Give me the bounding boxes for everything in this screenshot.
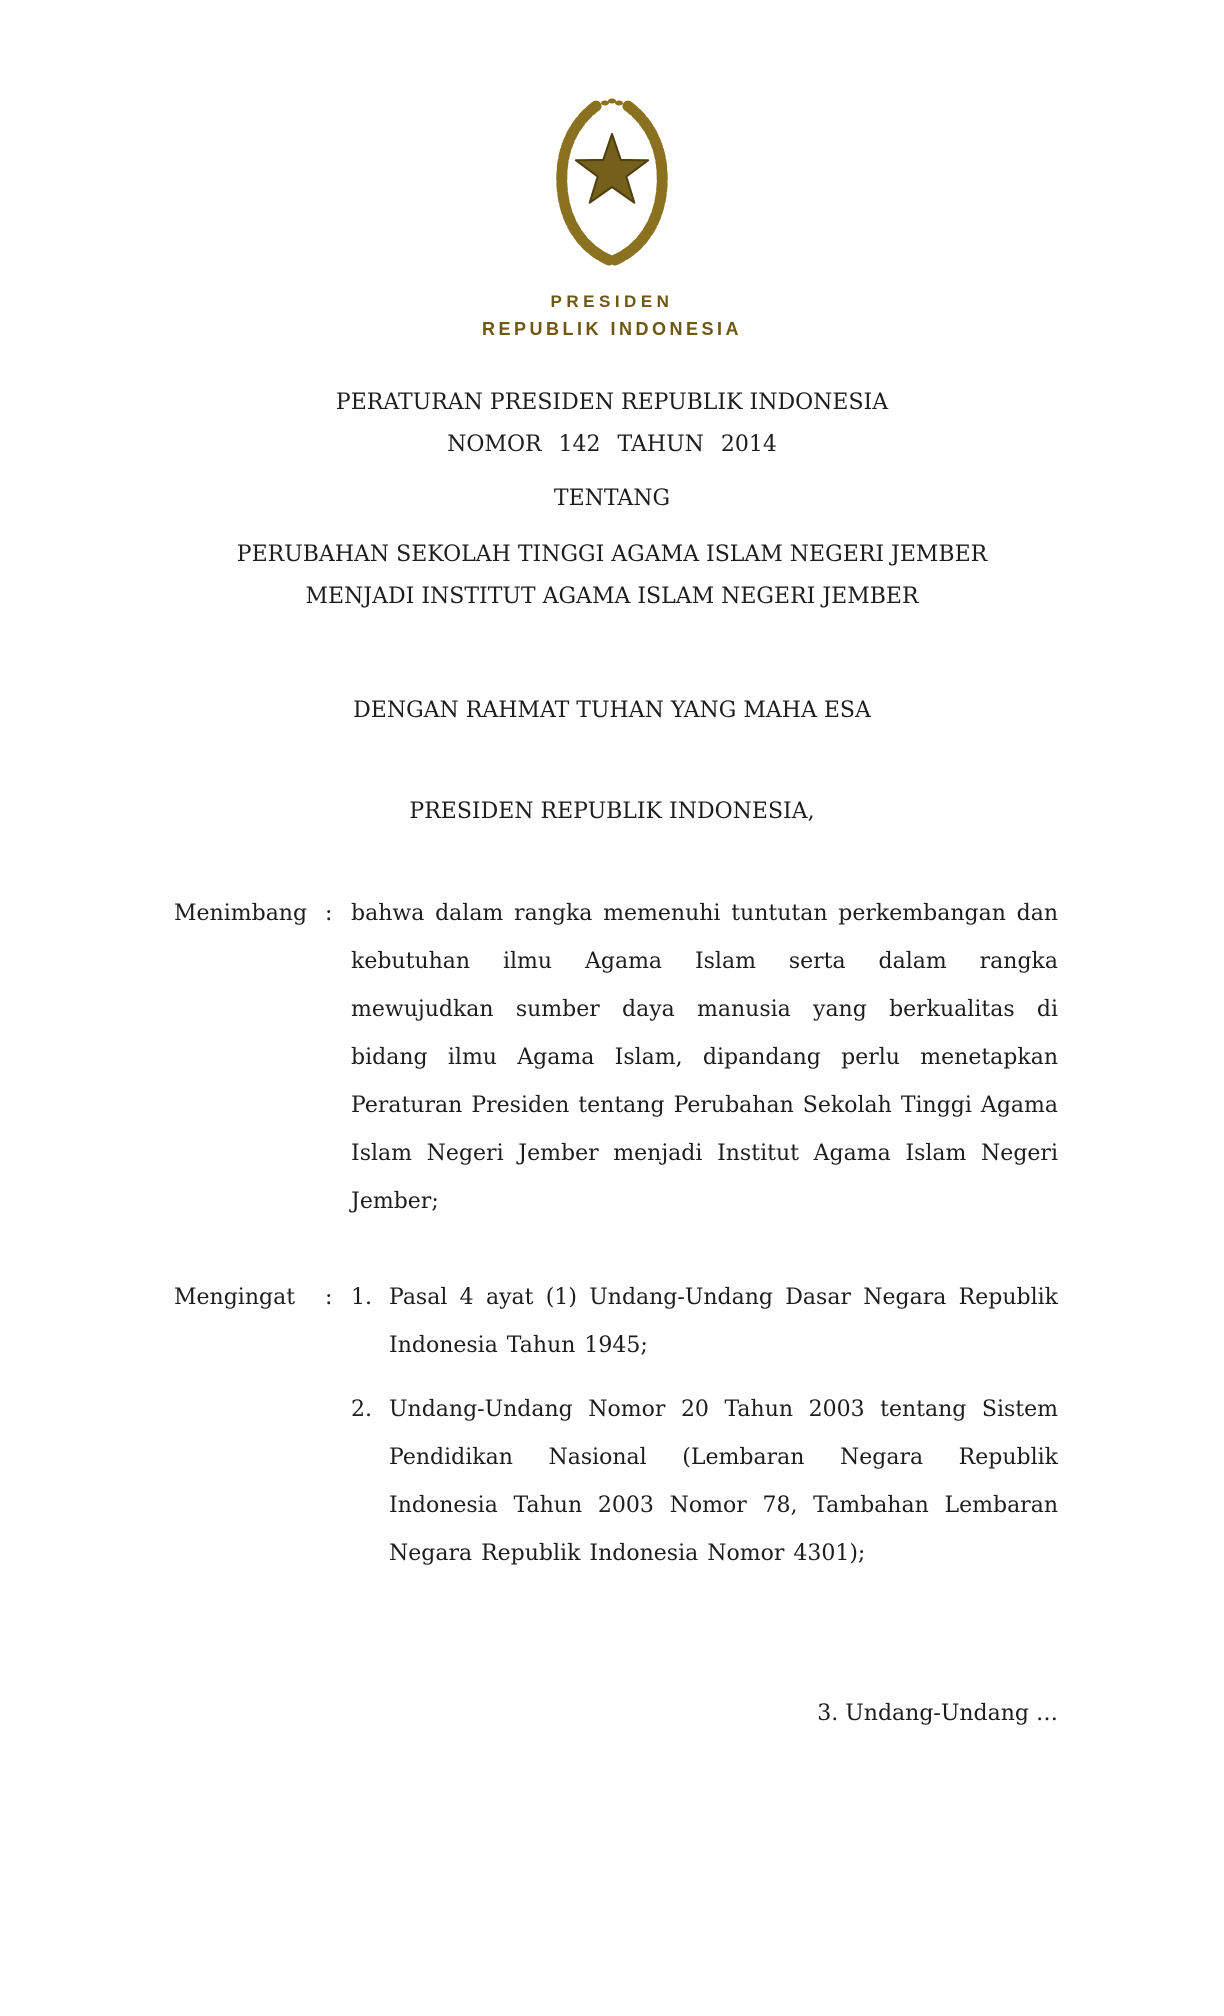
mengingat-colon: : [325,1285,333,1310]
mengingat-list [351,1274,1058,1578]
subject-line-2: MENJADI INSTITUT AGAMA ISLAM NEGERI JEMBER [305,584,919,609]
tentang-label: TENTANG [553,486,671,511]
menimbang-colon: : [325,901,333,926]
letterhead [0,0,1224,340]
catchword: 3. Undang-Undang … [817,1701,1058,1726]
menimbang-clause [0,890,1224,1226]
list-item-text: Pasal 4 ayat (1) Undang-Undang Dasar Negara Republik Indonesia Tahun 1945; [389,1285,1058,1358]
letterhead-presiden: PRESIDEN [550,292,674,311]
title-block [0,382,1224,618]
list-item [351,1274,1058,1370]
mengingat-label: Mengingat [174,1285,296,1310]
presidential-emblem-icon [537,96,687,268]
list-item-number: 2. [351,1397,372,1422]
regulation-number: NOMOR 142 TAHUN 2014 [447,432,777,457]
menimbang-text: bahwa dalam rangka memenuhi tuntutan perkembangan dan kebutuhan ilmu Agama Islam serta dalam rangka mewujudkan sumber daya manusia yang berkualitas di bidang ilmu Agama Islam, dipandang perlu menetapkan Peraturan Presiden tentang Perubahan Sekolah Tinggi Agama Islam Negeri Jember menjadi Institut Agama Islam Negeri Jember; [351,901,1058,1214]
letterhead-republik-indonesia: REPUBLIK INDONESIA [481,319,742,339]
list-item-text: Undang-Undang Nomor 20 Tahun 2003 tentang Sistem Pendidikan Nasional (Lembaran Negara Republik Indonesia Tahun 2003 Nomor 78, Tambahan Lembaran Negara Republik Indonesia Nomor 4301); [389,1397,1058,1566]
list-item-number: 1. [351,1285,372,1310]
list-item [351,1386,1058,1578]
subject-line-1: PERUBAHAN SEKOLAH TINGGI AGAMA ISLAM NEGERI JEMBER [236,542,988,567]
mengingat-clause [0,1274,1224,1578]
menimbang-label: Menimbang [174,901,308,926]
invocation-line: DENGAN RAHMAT TUHAN YANG MAHA ESA [353,698,871,723]
authority-line: PRESIDEN REPUBLIK INDONESIA, [409,799,815,824]
regulation-title: PERATURAN PRESIDEN REPUBLIK INDONESIA [335,390,889,415]
